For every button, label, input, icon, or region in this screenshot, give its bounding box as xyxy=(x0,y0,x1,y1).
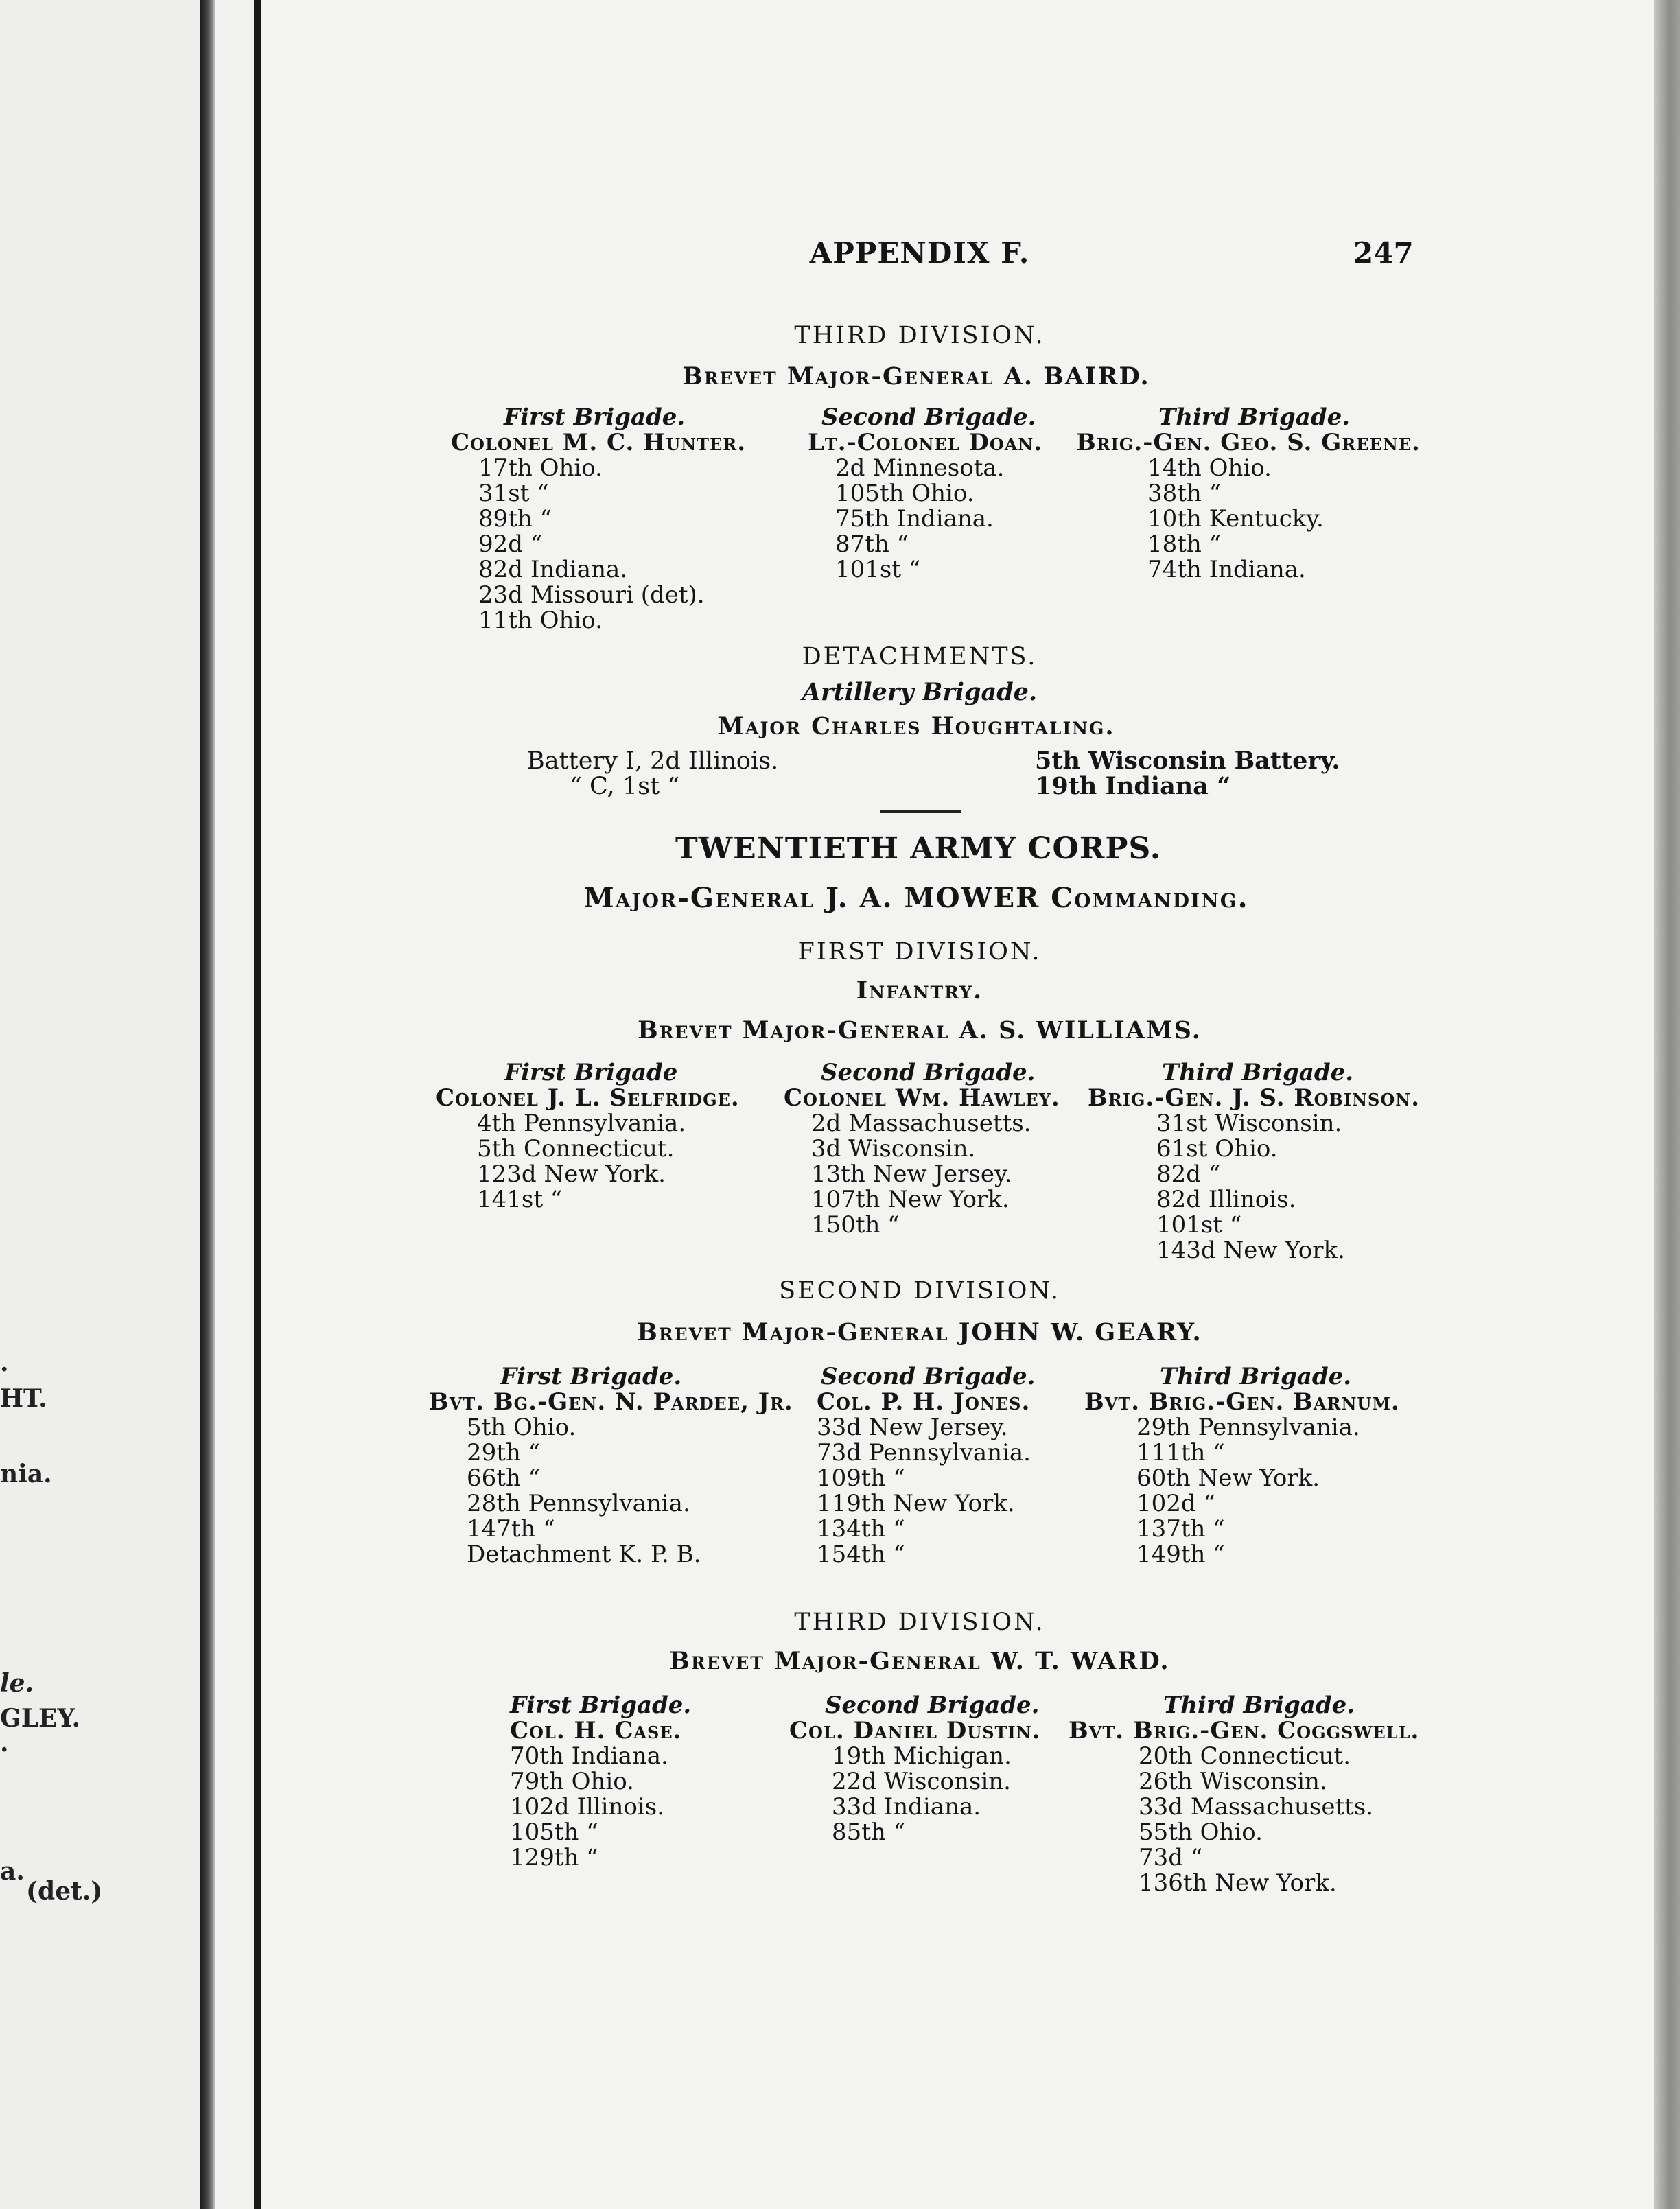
regiment: 154th “ xyxy=(817,1541,905,1568)
margin-fragment: le. xyxy=(0,1669,34,1698)
brigade-heading: Second Brigade. xyxy=(825,1692,1040,1719)
brigade-heading: First Brigade. xyxy=(500,1363,682,1390)
brigade-column xyxy=(429,1364,793,1567)
division-commander: Brevet Major-General A. BAIRD. xyxy=(682,362,1150,390)
division-arm: Infantry. xyxy=(856,977,983,1005)
regiment: 92d “ xyxy=(478,530,543,558)
regiment: 102d “ xyxy=(1136,1490,1215,1517)
detachments-subtitle: Artillery Brigade. xyxy=(802,678,1038,706)
brigade-commander: Colonel M. C. Hunter. xyxy=(451,429,747,456)
margin-fragment: nia. xyxy=(0,1460,52,1488)
regiment: 10th Kentucky. xyxy=(1147,505,1324,533)
regiment: 87th “ xyxy=(835,530,909,558)
regiment: 137th “ xyxy=(1136,1515,1225,1543)
brigade-heading: First Brigade. xyxy=(510,1692,692,1719)
regiment: 55th Ohio. xyxy=(1139,1819,1263,1846)
gutter-shadow xyxy=(200,0,215,2209)
section-rule xyxy=(880,810,961,813)
margin-fragment: . xyxy=(0,1729,9,1757)
page-number: 247 xyxy=(1353,236,1414,270)
battery: “ C, 1st “ xyxy=(570,773,680,800)
brigade-column xyxy=(451,405,746,633)
regiment: 79th Ohio. xyxy=(510,1768,634,1795)
regiment: 66th “ xyxy=(467,1464,541,1492)
regiment: 101st “ xyxy=(1156,1211,1242,1239)
margin-fragment: GLEY. xyxy=(0,1704,81,1733)
regiment: 141st “ xyxy=(477,1186,563,1213)
regiment: 70th Indiana. xyxy=(510,1742,668,1770)
brigade-column xyxy=(789,1693,1040,1845)
regiment: 136th New York. xyxy=(1139,1869,1337,1897)
regiment: 11th Ohio. xyxy=(478,607,603,634)
division-commander: Brevet Major-General A. S. WILLIAMS. xyxy=(638,1016,1202,1044)
regiment: 22d Wisconsin. xyxy=(832,1768,1011,1795)
brigade-heading: Third Brigade. xyxy=(1162,1059,1354,1086)
regiment: 111th “ xyxy=(1136,1439,1225,1466)
regiment: 82d Indiana. xyxy=(478,556,628,583)
regiment: Detachment K. P. B. xyxy=(467,1541,701,1568)
regiment: 134th “ xyxy=(817,1515,905,1543)
corps-commander: Major-General J. A. MOWER Commanding. xyxy=(583,882,1249,914)
brigade-column xyxy=(1069,1693,1419,1896)
regiment: 29th Pennsylvania. xyxy=(1136,1414,1360,1441)
regiment: 101st “ xyxy=(835,556,921,583)
regiment: 143d New York. xyxy=(1156,1237,1345,1264)
margin-fragment: (det.) xyxy=(26,1877,103,1906)
brigade-commander: Brig.-Gen. Geo. S. Greene. xyxy=(1076,429,1421,456)
regiment: 123d New York. xyxy=(477,1160,666,1188)
regiment: 33d New Jersey. xyxy=(817,1414,1008,1441)
margin-fragment: HT. xyxy=(0,1384,47,1413)
brigade-column xyxy=(436,1060,740,1213)
division-commander: Brevet Major-General JOHN W. GEARY. xyxy=(637,1318,1202,1346)
regiment: 107th New York. xyxy=(811,1186,1010,1213)
brigade-heading: Second Brigade. xyxy=(821,404,1036,431)
regiment: 73d “ xyxy=(1139,1844,1203,1871)
division-title: FIRST DIVISION. xyxy=(797,938,1042,966)
margin-fragment: a. xyxy=(0,1857,25,1886)
regiment: 26th Wisconsin. xyxy=(1139,1768,1327,1795)
brigade-column xyxy=(1084,1364,1400,1567)
brigade-heading: Third Brigade. xyxy=(1163,1692,1355,1719)
regiment: 13th New Jersey. xyxy=(811,1160,1012,1188)
brigade-heading: Third Brigade. xyxy=(1160,1363,1352,1390)
regiment: 119th New York. xyxy=(817,1490,1015,1517)
division-title: THIRD DIVISION. xyxy=(794,322,1045,349)
regiment: 2d Minnesota. xyxy=(835,454,1005,482)
battery: 19th Indiana “ xyxy=(1035,772,1231,800)
regiment: 4th Pennsylvania. xyxy=(477,1110,686,1137)
regiment: 149th “ xyxy=(1136,1541,1225,1568)
brigade-heading: First Brigade. xyxy=(504,404,686,431)
brigade-commander: Col. P. H. Jones. xyxy=(817,1388,1031,1416)
battery: Battery I, 2d Illinois. xyxy=(527,747,779,775)
running-head-title: APPENDIX F. xyxy=(809,236,1030,270)
brigade-column xyxy=(1076,405,1421,583)
regiment: 31st Wisconsin. xyxy=(1156,1110,1342,1137)
regiment: 14th Ohio. xyxy=(1147,454,1272,482)
detachments-title: DETACHMENTS. xyxy=(802,643,1038,670)
regiment: 60th New York. xyxy=(1136,1464,1320,1492)
brigade-commander: Col. H. Case. xyxy=(510,1717,682,1744)
brigade-heading: Second Brigade. xyxy=(821,1059,1036,1086)
regiment: 74th Indiana. xyxy=(1147,556,1306,583)
regiment: 82d “ xyxy=(1156,1160,1221,1188)
margin-fragment: . xyxy=(0,1348,9,1377)
regiment: 18th “ xyxy=(1147,530,1222,558)
regiment: 109th “ xyxy=(817,1464,905,1492)
regiment: 85th “ xyxy=(832,1819,906,1846)
battery: 5th Wisconsin Battery. xyxy=(1035,747,1340,775)
brigade-column xyxy=(808,405,1042,583)
regiment: 3d Wisconsin. xyxy=(811,1135,976,1162)
division-title: SECOND DIVISION. xyxy=(779,1277,1060,1305)
division-commander: Brevet Major-General W. T. WARD. xyxy=(669,1647,1170,1675)
detachments-commander: Major Charles Houghtaling. xyxy=(717,712,1115,740)
regiment: 5th Connecticut. xyxy=(477,1135,675,1162)
brigade-heading: First Brigade xyxy=(504,1059,678,1086)
regiment: 102d Illinois. xyxy=(510,1793,665,1821)
brigade-commander: Bvt. Brig.-Gen. Coggswell. xyxy=(1069,1717,1420,1744)
brigade-commander: Col. Daniel Dustin. xyxy=(789,1717,1041,1744)
brigade-commander: Brig.-Gen. J. S. Robinson. xyxy=(1088,1084,1421,1112)
regiment: 29th “ xyxy=(467,1439,541,1466)
regiment: 19th Michigan. xyxy=(832,1742,1012,1770)
regiment: 5th Ohio. xyxy=(467,1414,576,1441)
regiment: 82d Illinois. xyxy=(1156,1186,1296,1213)
gutter-line xyxy=(254,0,261,2209)
regiment: 75th Indiana. xyxy=(835,505,994,533)
regiment: 33d Massachusetts. xyxy=(1139,1793,1374,1821)
regiment: 38th “ xyxy=(1147,480,1222,507)
brigade-column xyxy=(784,1060,1060,1238)
brigade-commander: Lt.-Colonel Doan. xyxy=(808,429,1043,456)
regiment: 31st “ xyxy=(478,480,549,507)
brigade-commander: Colonel J. L. Selfridge. xyxy=(436,1084,740,1112)
regiment: 73d Pennsylvania. xyxy=(817,1439,1031,1466)
brigade-column xyxy=(817,1364,1036,1567)
corps-title: TWENTIETH ARMY CORPS. xyxy=(675,831,1162,866)
regiment: 89th “ xyxy=(478,505,552,533)
brigade-column xyxy=(510,1693,691,1871)
regiment: 33d Indiana. xyxy=(832,1793,981,1821)
brigade-heading: Second Brigade. xyxy=(821,1363,1036,1390)
regiment: 28th Pennsylvania. xyxy=(467,1490,690,1517)
regiment: 105th “ xyxy=(510,1819,598,1846)
regiment: 150th “ xyxy=(811,1211,900,1239)
regiment: 20th Connecticut. xyxy=(1139,1742,1351,1770)
brigade-commander: Bvt. Brig.-Gen. Barnum. xyxy=(1084,1388,1400,1416)
regiment: 147th “ xyxy=(467,1515,555,1543)
regiment: 17th Ohio. xyxy=(478,454,603,482)
regiment: 129th “ xyxy=(510,1844,598,1871)
regiment: 23d Missouri (det). xyxy=(478,581,705,609)
brigade-commander: Bvt. Bg.-Gen. N. Pardee, Jr. xyxy=(429,1388,793,1416)
regiment: 2d Massachusetts. xyxy=(811,1110,1031,1137)
page-edge xyxy=(1654,0,1680,2209)
brigade-column xyxy=(1088,1060,1420,1263)
brigade-commander: Colonel Wm. Hawley. xyxy=(784,1084,1060,1112)
division-title: THIRD DIVISION. xyxy=(794,1609,1045,1636)
brigade-heading: Third Brigade. xyxy=(1158,404,1351,431)
regiment: 105th Ohio. xyxy=(835,480,975,507)
regiment: 61st Ohio. xyxy=(1156,1135,1278,1162)
